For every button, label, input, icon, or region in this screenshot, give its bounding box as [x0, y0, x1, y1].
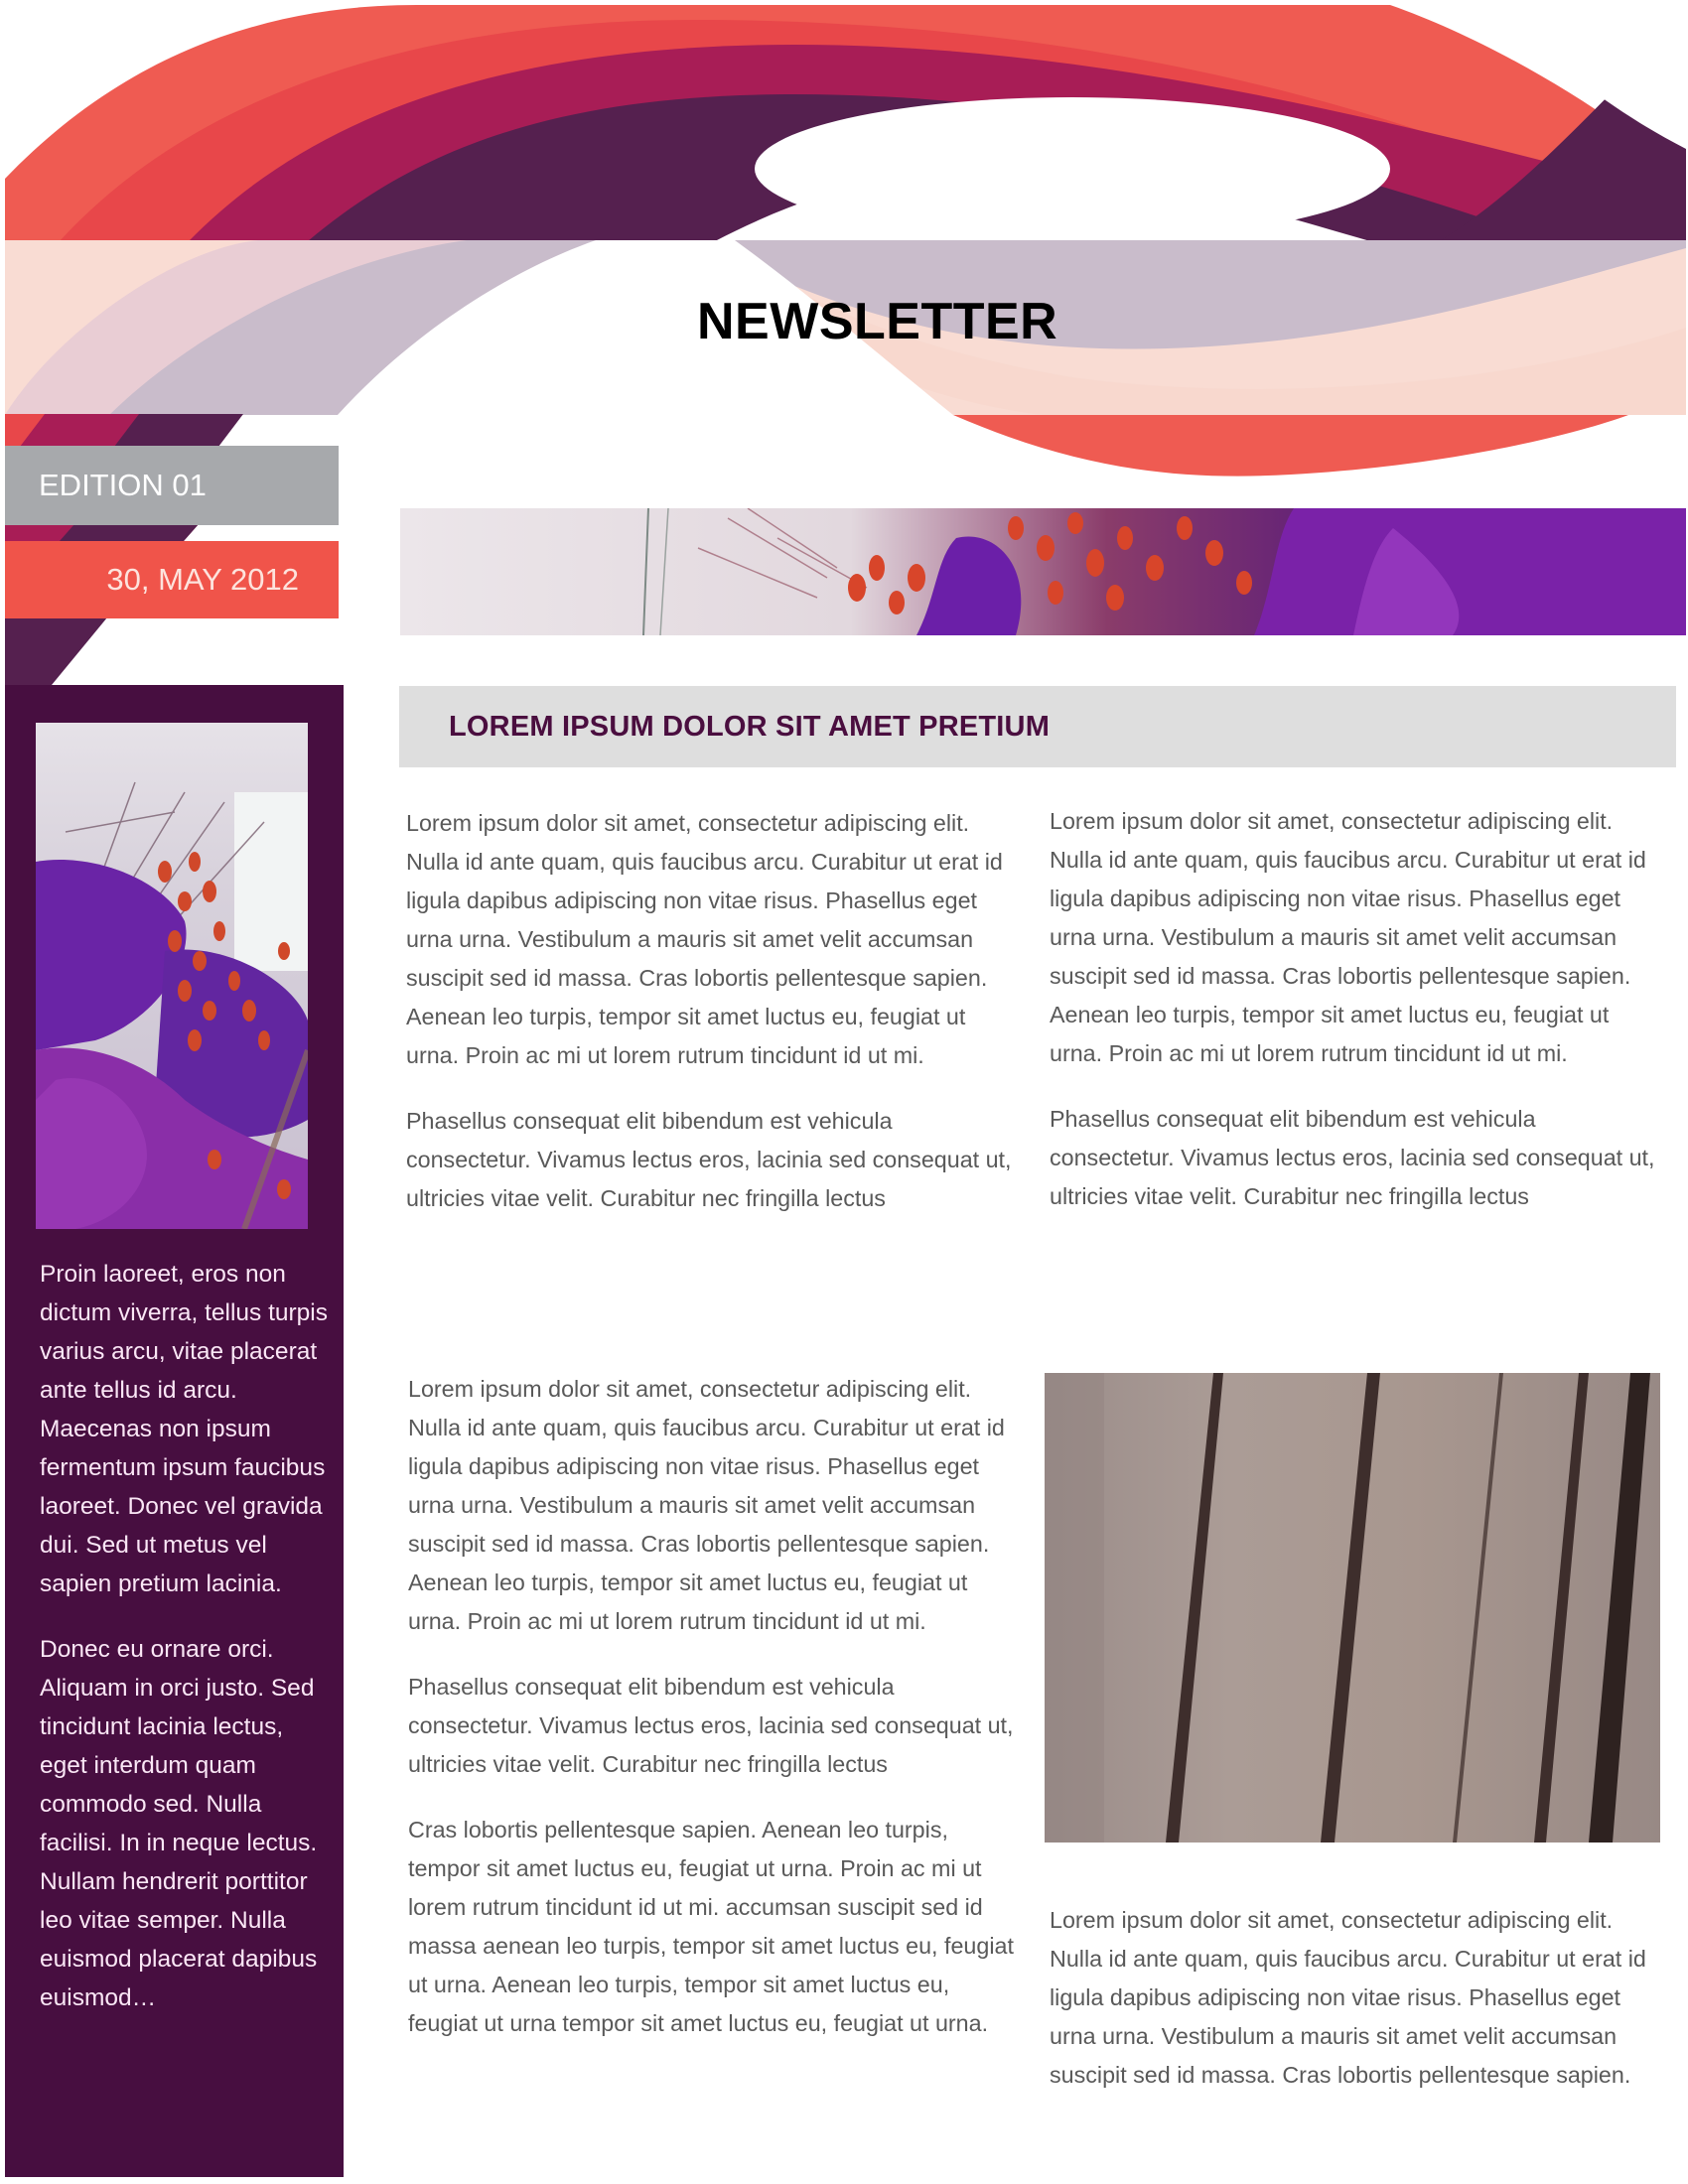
newsletter-title: NEWSLETTER: [697, 293, 1058, 350]
article-paragraph: Phasellus consequat elit bibendum est vehicula consectetur. Vivamus lectus eros, lacinia sed consequat ut, ultricies vitae velit. Curabitur nec fringilla lectus: [1050, 1106, 1655, 1209]
sidebar: [5, 685, 344, 2177]
article-column-right-bottom: [1050, 1901, 1665, 2095]
article-column-left-bottom: [408, 1370, 1014, 2043]
article-paragraph: Phasellus consequat elit bibendum est vehicula consectetur. Vivamus lectus eros, lacinia sed consequat ut, ultricies vitae velit. Curabitur nec fringilla lectus: [408, 1674, 1014, 1777]
date-label: 30, MAY 2012: [106, 562, 299, 597]
article-paragraph: Lorem ipsum dolor sit amet, consectetur adipiscing elit. Nulla id ante quam, quis faucibus arcu. Curabitur ut erat id ligula dapibus adipiscing non vitae risus. Phasellus eget urna urna. Vestibulum a mauris sit amet velit accumsan suscipit sed id massa. Cras lobortis pellentesque sapien.: [1050, 1907, 1646, 2088]
edition-label: EDITION 01: [39, 468, 207, 502]
article-paragraph: Lorem ipsum dolor sit amet, consectetur adipiscing elit. Nulla id ante quam, quis faucibus arcu. Curabitur ut erat id ligula dapibus adipiscing non vitae risus. Phasellus eget urna urna. Vestibulum a mauris sit amet velit accumsan suscipit sed id massa. Cras lobortis pellentesque sapien. Aenean leo turpis, tempor sit amet luctus eu, feugiat ut urna. Proin ac mi ut lorem rutrum tincidunt id ut mi.: [406, 810, 1003, 1068]
article-column-right-top: [1050, 802, 1665, 1216]
article-paragraph: Phasellus consequat elit bibendum est vehicula consectetur. Vivamus lectus eros, lacinia sed consequat ut, ultricies vitae velit. Curabitur nec fringilla lectus: [406, 1108, 1012, 1211]
sidebar-photo: [36, 723, 308, 1229]
banner-photo: [400, 508, 1686, 635]
sidebar-paragraph: Proin laoreet, eros non dictum viverra, tellus turpis varius arcu, vitae placerat ante tellus id arcu. Maecenas non ipsum fermentum ipsum faucibus laoreet. Donec vel gravida dui. Sed ut metus vel sapien pretium lacinia.: [40, 1261, 329, 1597]
article-paragraph: Lorem ipsum dolor sit amet, consectetur adipiscing elit. Nulla id ante quam, quis faucibus arcu. Curabitur ut erat id ligula dapibus adipiscing non vitae risus. Phasellus eget urna urna. Vestibulum a mauris sit amet velit accumsan suscipit sed id massa. Cras lobortis pellentesque sapien. Aenean leo turpis, tempor sit amet luctus eu, feugiat ut urna. Proin ac mi ut lorem rutrum tincidunt id ut mi.: [1050, 808, 1646, 1066]
article-paragraph: Cras lobortis pellentesque sapien. Aenean leo turpis, tempor sit amet luctus eu, feugiat ut urna. Proin ac mi ut lorem rutrum tincidunt id ut mi. accumsan suscipit sed id massa aenean leo turpis, tempor sit amet luctus eu, feugiat ut urna. Aenean leo turpis, tempor sit amet luctus eu, feugiat ut urna tempor sit amet luctus eu, feugiat ut urna.: [408, 1817, 1014, 2036]
edition-badge: [5, 446, 339, 525]
sidebar-text: [40, 1255, 328, 2017]
article-column-left-top: [406, 804, 1012, 1218]
section-heading: LOREM IPSUM DOLOR SIT AMET PRETIUM: [449, 710, 1051, 743]
date-badge: [5, 541, 339, 618]
right-photo: [1045, 1373, 1660, 1843]
flower-image-icon: [400, 508, 1686, 635]
section-heading-bar: [399, 686, 1676, 767]
article-paragraph: Lorem ipsum dolor sit amet, consectetur adipiscing elit. Nulla id ante quam, quis faucibus arcu. Curabitur ut erat id ligula dapibus adipiscing non vitae risus. Phasellus eget urna urna. Vestibulum a mauris sit amet velit accumsan suscipit sed id massa. Cras lobortis pellentesque sapien. Aenean leo turpis, tempor sit amet luctus eu, feugiat ut urna. Proin ac mi ut lorem rutrum tincidunt id ut mi.: [408, 1376, 1005, 1634]
curtain-image-icon: [1045, 1373, 1660, 1843]
sidebar-paragraph: Donec eu ornare orci. Aliquam in orci justo. Sed tincidunt lacinia lectus, eget interdum quam commodo sed. Nulla facilisi. In in neque lectus. Nullam hendrerit porttitor leo vitae semper. Nulla euismod placerat dapibus euismod…: [40, 1636, 318, 2011]
flower-image-icon: [36, 723, 308, 1229]
